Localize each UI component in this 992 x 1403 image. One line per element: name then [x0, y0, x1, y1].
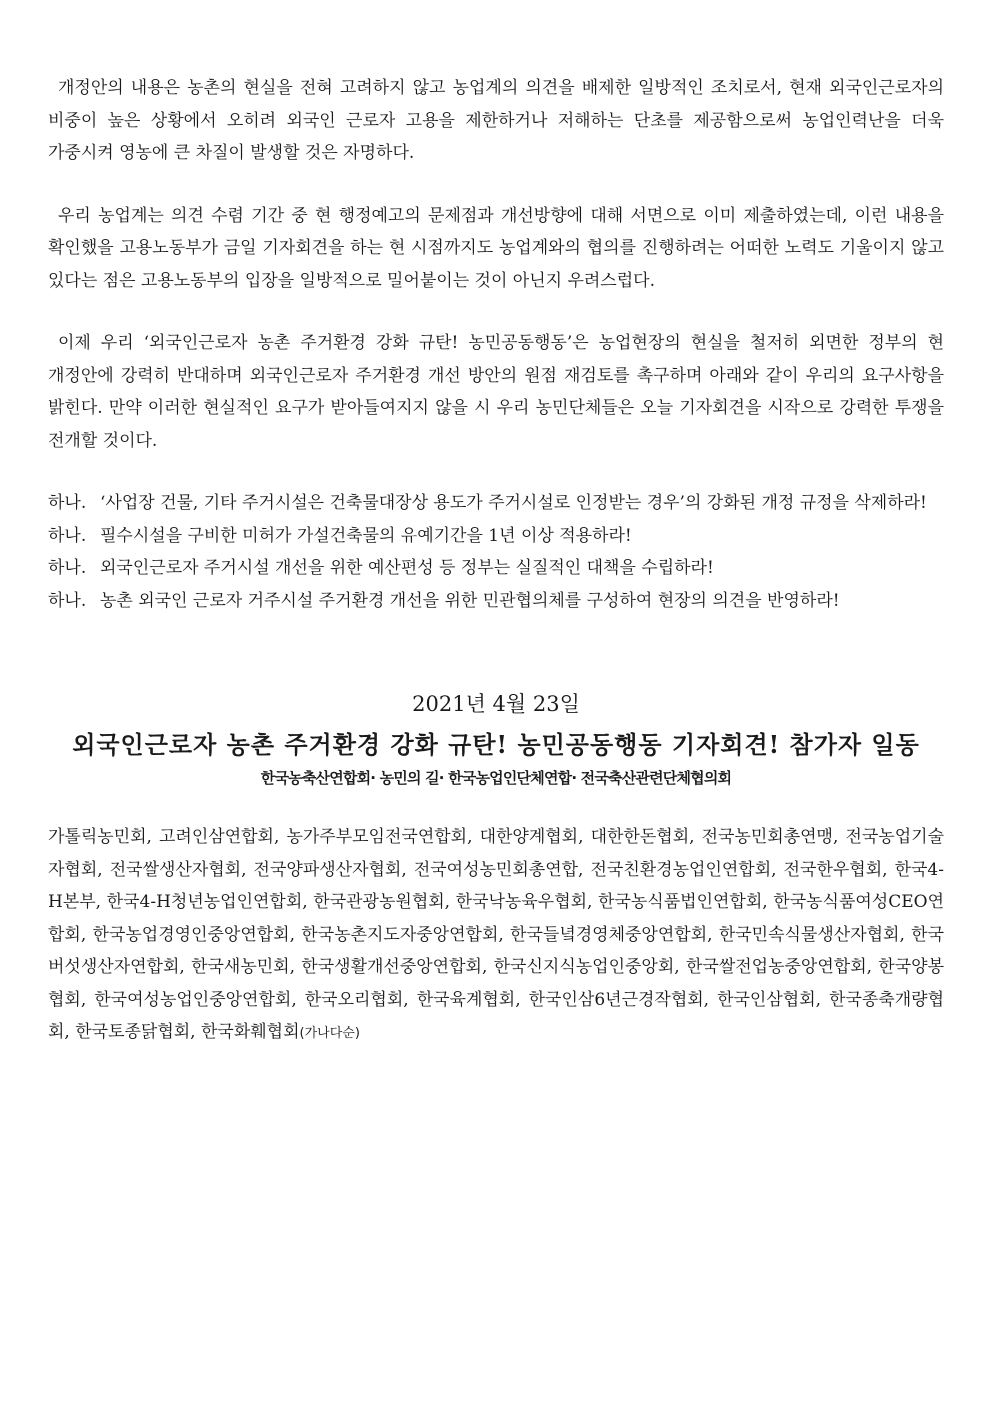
demand-item — [48, 585, 944, 618]
organizations-list: 가톨릭농민회, 고려인삼연합회, 농가주부모임전국연합회, 대한양계협회, 대한한돈협회, 전국농민회총연맹, 전국농업기술자협회, 전국쌀생산자협회, 전국양파생산자협회, 전국여성농민회총연합, 전국친환경농업인연합회, 전국한우협회, 한국4-H본부, 한국4-H청년농업인연합회, 한국관광농원협회, 한국낙농육우협회, 한국농식품법인연합회, 한국농식품여성CEO연합회, 한국농업경영인중앙연합회, 한국농촌지도자중앙연합회, 한국들녘경영체중앙연합회, 한국민속식물생산자협회, 한국버섯생산자연합회, 한국새농민회, 한국생활개선중앙연합회, 한국신지식농업인중앙회, 한국쌀전업농중앙연합회, 한국양봉협회, 한국여성농업인중앙연합회, 한국오리협회, 한국육계협회, 한국인삼6년근경작협회, 한국인삼협회, 한국종축개량협회, 한국토종닭협회, 한국화훼협회 — [48, 827, 944, 1042]
organizations-order-note: (가나다순) — [299, 1026, 360, 1041]
paragraph-opinion-submission: 우리 농업계는 의견 수렴 기간 중 현 행정예고의 문제점과 개선방향에 대해 서면으로 이미 제출하였는데, 이런 내용을 확인했을 고용노동부가 금일 기자회견을 하는 현 시점까지도 농업계와의 협의를 진행하려는 어떠한 노력도 기울이지 않고 있다는 점은 고용노동부의 입장을 일방적으로 밀어붙이는 것이 아닌지 우려스럽다. — [48, 205, 944, 291]
demand-prefix: 하나. — [48, 525, 87, 546]
demand-item — [48, 520, 944, 553]
participating-organizations — [48, 821, 944, 1051]
demand-prefix: 하나. — [48, 558, 87, 578]
demands-list — [48, 487, 944, 617]
demand-prefix: 하나. — [48, 590, 87, 611]
demand-item — [48, 552, 944, 585]
demand-item — [48, 487, 944, 520]
paragraph-joint-action-statement: 이제 우리 ‘외국인근로자 농촌 주거환경 강화 규탄! 농민공동행동’은 농업현장의 현실을 철저히 외면한 정부의 현 개정안에 강력히 반대하며 외국인근로자 주거환경 개선 방안의 원점 재검토를 촉구하며 아래와 같이 우리의 요구사항을 밝힌다. 만약 이러한 현실적인 요구가 받아들여지지 않을 시 우리 농민단체들은 오늘 기자회견을 시작으로 강력한 투쟁을 전개할 것이다. — [48, 333, 944, 451]
demand-text: 외국인근로자 주거시설 개선을 위한 예산편성 등 정부는 실질적인 대책을 수립하라! — [100, 558, 714, 578]
document-page — [48, 72, 944, 1051]
paragraph-revision-criticism: 개정안의 내용은 농촌의 현실을 전혀 고려하지 않고 농업계의 의견을 배제한 일방적인 조치로서, 현재 외국인근로자의 비중이 높은 상황에서 오히려 외국인 근로자 고용을 제한하거나 저해하는 단초를 제공함으로써 농업인력난을 더욱 가중시켜 영농에 큰 차질이 발생할 것은 자명하다. — [48, 78, 944, 163]
demand-text: ‘사업장 건물, 기타 주거시설은 건축물대장상 용도가 주거시설로 인정받는 경우’의 강화된 개정 규정을 삭제하라! — [100, 493, 927, 513]
statement-signatory-title: 외국인근로자 농촌 주거환경 강화 규탄! 농민공동행동 기자회견! 참가자 일동 — [72, 730, 920, 759]
demand-prefix: 하나. — [48, 493, 87, 513]
demand-text: 농촌 외국인 근로자 거주시설 주거환경 개선을 위한 민관협의체를 구성하여 현장의 의견을 반영하라! — [100, 590, 840, 611]
statement-date: 2021년 4월 23일 — [412, 692, 580, 716]
organizer-groups: 한국농축산연합회· 농민의 길· 한국농업인단체연합· 전국축산관련단체협의회 — [260, 769, 732, 787]
demand-text: 필수시설을 구비한 미허가 가설건축물의 유예기간을 1년 이상 적용하라! — [100, 525, 632, 546]
